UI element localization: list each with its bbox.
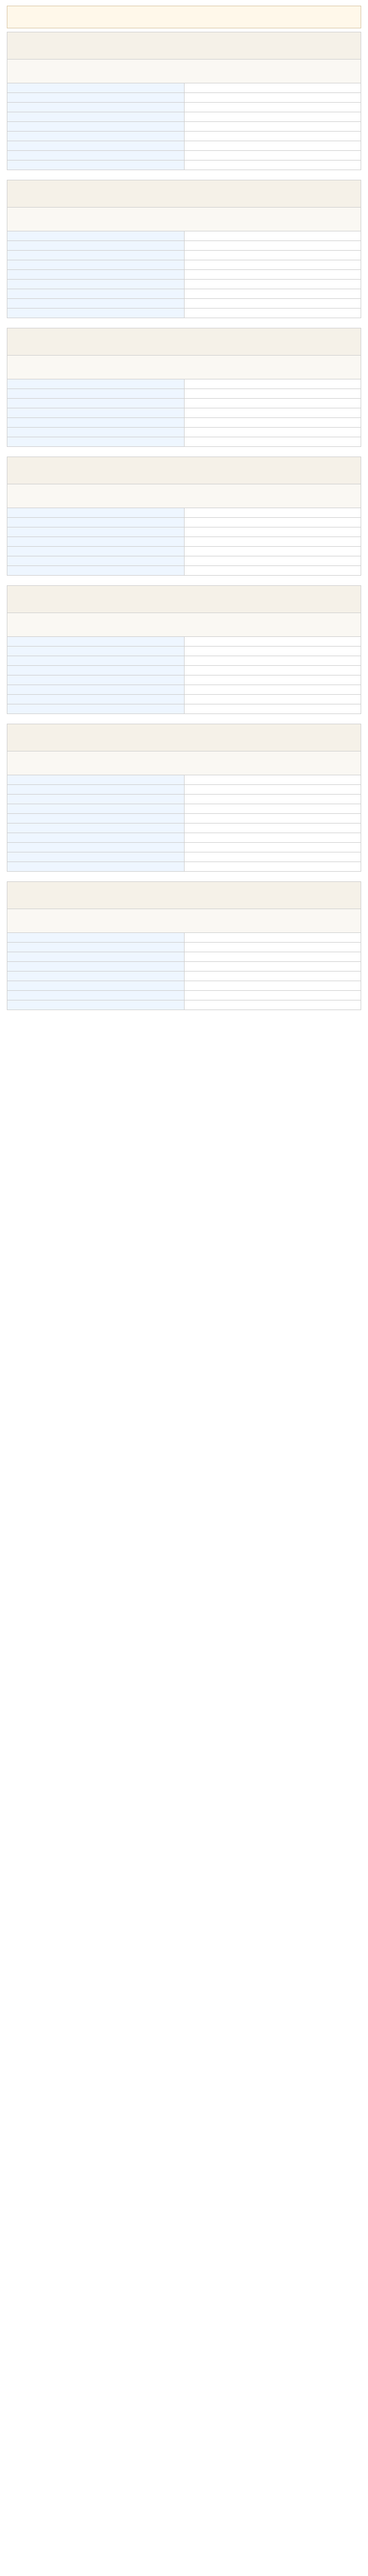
policy-row (7, 981, 361, 991)
region-name (7, 972, 185, 981)
spacer-cell (7, 447, 361, 457)
policy-text (184, 981, 361, 991)
region-name (7, 943, 185, 952)
policy-text (184, 843, 361, 852)
policy-row (7, 379, 361, 389)
region-name (7, 666, 185, 675)
region-name (7, 231, 185, 241)
policy-row (7, 647, 361, 656)
policy-row (7, 418, 361, 428)
region-name (7, 437, 185, 447)
section-heading (7, 457, 361, 484)
policy-row (7, 112, 361, 122)
region-name (7, 795, 185, 804)
policy-row (7, 408, 361, 418)
policy-row (7, 547, 361, 556)
policy-text (184, 785, 361, 795)
policy-row (7, 508, 361, 518)
section-heading (7, 32, 361, 60)
policy-text (184, 962, 361, 972)
policy-table-body (7, 32, 361, 1010)
policy-text (184, 231, 361, 241)
policy-text (184, 991, 361, 1000)
region-name (7, 141, 185, 151)
region-name (7, 566, 185, 576)
region-name (7, 508, 185, 518)
policy-row (7, 566, 361, 576)
region-name (7, 299, 185, 309)
policy-row (7, 280, 361, 289)
region-name (7, 637, 185, 647)
policy-text (184, 518, 361, 527)
policy-text (184, 1000, 361, 1010)
region-name (7, 862, 185, 872)
region-name (7, 527, 185, 537)
policy-row (7, 103, 361, 112)
section-heading (7, 180, 361, 208)
policy-text (184, 933, 361, 943)
policy-row (7, 437, 361, 447)
section-spacer (7, 714, 361, 724)
policy-row (7, 775, 361, 785)
policy-text (184, 547, 361, 556)
region-name (7, 251, 185, 260)
subregion-heading (7, 909, 361, 933)
subregion-row (7, 208, 361, 231)
section-row (7, 724, 361, 751)
region-name (7, 843, 185, 852)
policy-text (184, 943, 361, 952)
policy-row (7, 795, 361, 804)
policy-row (7, 962, 361, 972)
policy-row (7, 991, 361, 1000)
region-name (7, 547, 185, 556)
policy-row (7, 656, 361, 666)
region-name (7, 83, 185, 93)
policy-text (184, 112, 361, 122)
policy-text (184, 695, 361, 704)
subregion-row (7, 484, 361, 508)
region-name (7, 309, 185, 318)
policy-text (184, 952, 361, 962)
region-name (7, 260, 185, 270)
region-name (7, 270, 185, 280)
region-name (7, 824, 185, 833)
region-name (7, 408, 185, 418)
subregion-heading (7, 613, 361, 637)
section-row (7, 882, 361, 909)
subregion-heading (7, 60, 361, 83)
section-spacer (7, 576, 361, 586)
region-name (7, 379, 185, 389)
policy-text (184, 775, 361, 785)
policy-text (184, 814, 361, 824)
policy-text (184, 824, 361, 833)
policy-row (7, 933, 361, 943)
policy-row (7, 151, 361, 161)
section-row (7, 328, 361, 356)
region-name (7, 952, 185, 962)
subregion-heading (7, 484, 361, 508)
policy-row (7, 637, 361, 647)
section-row (7, 180, 361, 208)
policy-text (184, 280, 361, 289)
policy-text (184, 151, 361, 161)
section-row (7, 32, 361, 60)
policy-text (184, 309, 361, 318)
section-spacer (7, 318, 361, 328)
policy-text (184, 566, 361, 576)
policy-row (7, 122, 361, 132)
policy-text (184, 408, 361, 418)
policy-text (184, 537, 361, 547)
policy-row (7, 251, 361, 260)
policy-row (7, 518, 361, 527)
section-spacer (7, 170, 361, 180)
region-name (7, 685, 185, 695)
region-name (7, 241, 185, 251)
section-heading (7, 586, 361, 613)
section-spacer (7, 872, 361, 882)
policy-text (184, 379, 361, 389)
subregion-row (7, 909, 361, 933)
policy-row (7, 695, 361, 704)
region-name (7, 814, 185, 824)
policy-text (184, 122, 361, 132)
policy-row (7, 804, 361, 814)
region-name (7, 93, 185, 103)
policy-text (184, 704, 361, 714)
policy-text (184, 428, 361, 437)
subregion-row (7, 356, 361, 379)
policy-text (184, 656, 361, 666)
policy-row (7, 843, 361, 852)
policy-row (7, 852, 361, 862)
policy-row (7, 270, 361, 280)
region-name (7, 962, 185, 972)
region-name (7, 280, 185, 289)
policy-row (7, 289, 361, 299)
policy-row (7, 972, 361, 981)
section-row (7, 457, 361, 484)
policy-text (184, 795, 361, 804)
spacer-cell (7, 318, 361, 328)
policy-text (184, 862, 361, 872)
spacer-cell (7, 576, 361, 586)
policy-text (184, 804, 361, 814)
region-name (7, 991, 185, 1000)
policy-row (7, 309, 361, 318)
policy-row (7, 83, 361, 93)
policy-row (7, 428, 361, 437)
region-name (7, 656, 185, 666)
policy-row (7, 685, 361, 695)
policy-text (184, 141, 361, 151)
region-name (7, 132, 185, 141)
policy-row (7, 241, 361, 251)
region-name (7, 785, 185, 795)
policy-text (184, 251, 361, 260)
policy-row (7, 814, 361, 824)
policy-row (7, 824, 361, 833)
policy-row (7, 231, 361, 241)
policy-row (7, 537, 361, 547)
spacer-cell (7, 872, 361, 882)
policy-text (184, 556, 361, 566)
policy-row (7, 161, 361, 170)
spacer-cell (7, 714, 361, 724)
policy-text (184, 399, 361, 408)
region-name (7, 675, 185, 685)
subregion-heading (7, 208, 361, 231)
policy-row (7, 399, 361, 408)
policy-text (184, 437, 361, 447)
policy-text (184, 637, 361, 647)
policy-text (184, 260, 361, 270)
region-name (7, 112, 185, 122)
policy-row (7, 675, 361, 685)
policy-text (184, 289, 361, 299)
region-name (7, 399, 185, 408)
policy-row (7, 862, 361, 872)
region-name (7, 1000, 185, 1010)
policy-text (184, 299, 361, 309)
policy-text (184, 418, 361, 428)
policy-text (184, 132, 361, 141)
subregion-row (7, 613, 361, 637)
section-heading (7, 328, 361, 356)
spacer-cell (7, 170, 361, 180)
policy-row (7, 1000, 361, 1010)
region-name (7, 537, 185, 547)
policy-text (184, 675, 361, 685)
policy-text (184, 83, 361, 93)
region-name (7, 695, 185, 704)
policy-row (7, 785, 361, 795)
region-name (7, 151, 185, 161)
subregion-heading (7, 751, 361, 775)
region-name (7, 775, 185, 785)
subregion-row (7, 751, 361, 775)
policy-row (7, 132, 361, 141)
region-name (7, 852, 185, 862)
policy-text (184, 508, 361, 518)
policy-text (184, 161, 361, 170)
policy-row (7, 93, 361, 103)
policy-row (7, 704, 361, 714)
policy-table (7, 32, 361, 1010)
policy-text (184, 527, 361, 537)
region-name (7, 289, 185, 299)
policy-text (184, 241, 361, 251)
policy-row (7, 299, 361, 309)
policy-row (7, 260, 361, 270)
policy-text (184, 270, 361, 280)
policy-text (184, 852, 361, 862)
policy-text (184, 647, 361, 656)
region-name (7, 981, 185, 991)
section-heading (7, 724, 361, 751)
region-name (7, 833, 185, 843)
region-name (7, 647, 185, 656)
policy-row (7, 666, 361, 675)
policy-text (184, 685, 361, 695)
policy-text (184, 93, 361, 103)
policy-row (7, 943, 361, 952)
region-name (7, 122, 185, 132)
policy-text (184, 666, 361, 675)
policy-row (7, 833, 361, 843)
policy-row (7, 952, 361, 962)
subregion-heading (7, 356, 361, 379)
policy-document-page (0, 0, 368, 1018)
region-name (7, 518, 185, 527)
region-name (7, 704, 185, 714)
document-title (7, 6, 361, 28)
region-name (7, 804, 185, 814)
region-name (7, 933, 185, 943)
policy-text (184, 389, 361, 399)
policy-row (7, 556, 361, 566)
region-name (7, 556, 185, 566)
section-spacer (7, 447, 361, 457)
section-row (7, 586, 361, 613)
region-name (7, 389, 185, 399)
section-heading (7, 882, 361, 909)
subregion-row (7, 60, 361, 83)
policy-text (184, 972, 361, 981)
policy-row (7, 389, 361, 399)
policy-text (184, 103, 361, 112)
region-name (7, 428, 185, 437)
policy-row (7, 141, 361, 151)
policy-row (7, 527, 361, 537)
region-name (7, 418, 185, 428)
region-name (7, 161, 185, 170)
policy-text (184, 833, 361, 843)
region-name (7, 103, 185, 112)
